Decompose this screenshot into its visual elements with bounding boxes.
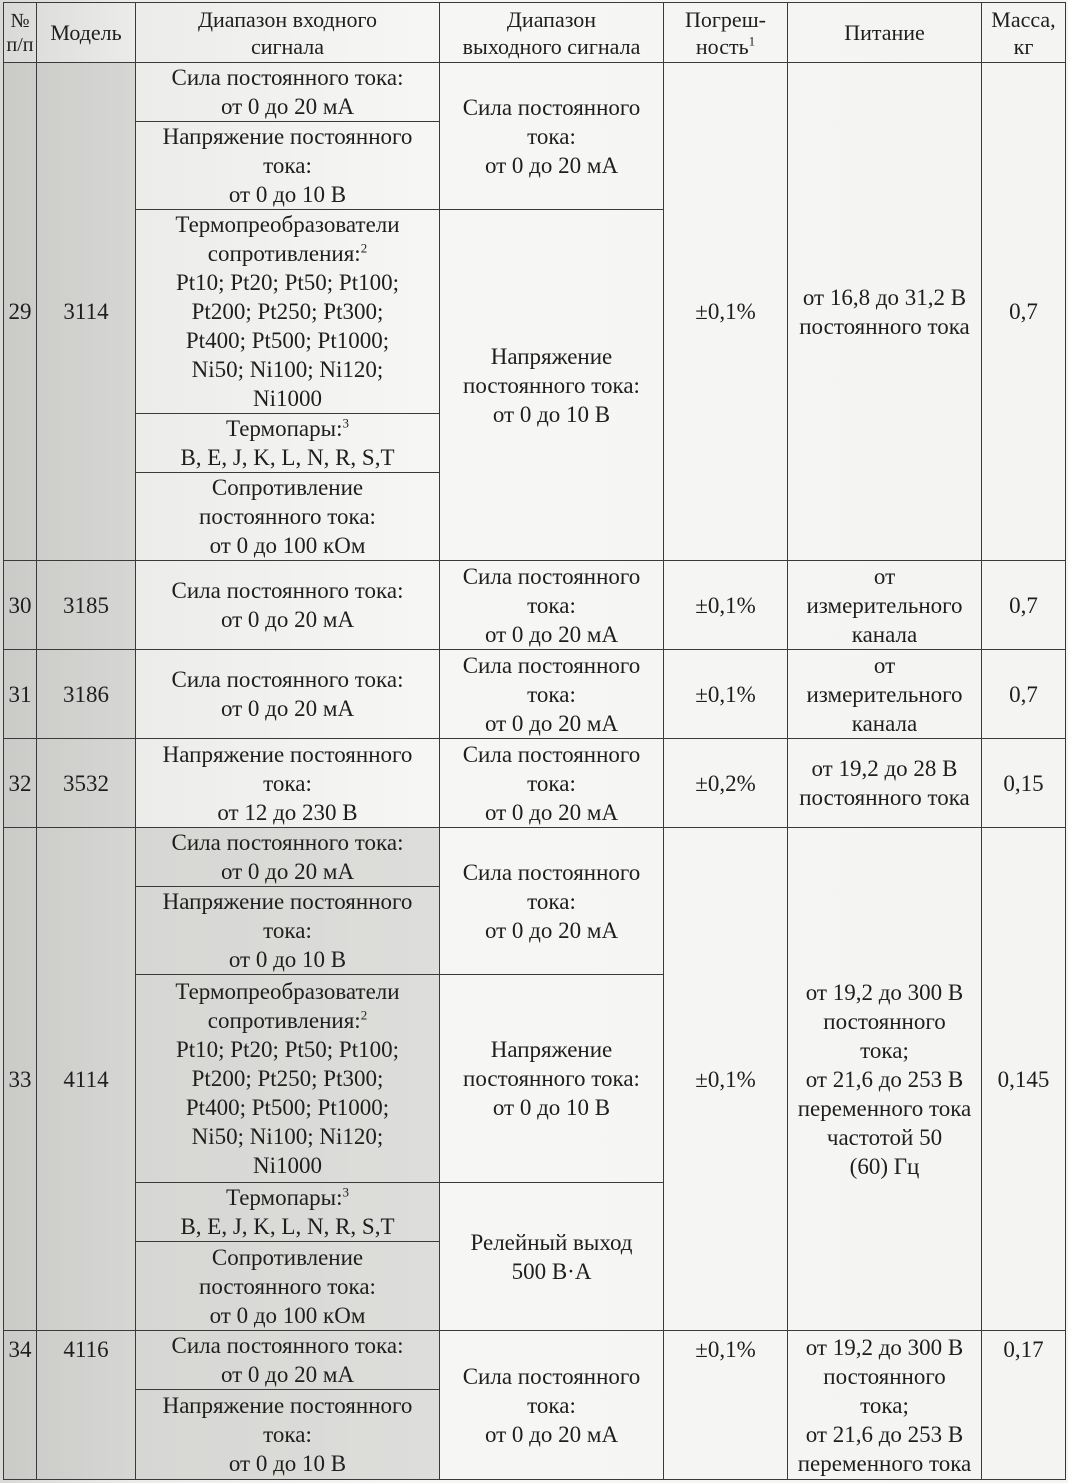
header-mass: Масса, кг bbox=[982, 3, 1066, 63]
header-power: Питание bbox=[788, 3, 982, 63]
table-row-34 bbox=[4, 1331, 1066, 1390]
table-row-30 bbox=[4, 561, 1066, 650]
mass-cell: 0,17 bbox=[982, 1331, 1066, 1480]
power-cell: от измерительного канала bbox=[788, 561, 982, 650]
input-current-cell: Сила постоянного тока: от 0 до 20 мА bbox=[136, 63, 440, 122]
power-cell: от 19,2 до 28 В постоянного тока bbox=[788, 739, 982, 828]
header-num: № п/п bbox=[4, 3, 37, 63]
table-row-29 bbox=[4, 63, 1066, 122]
output-voltage-cell: Напряжение постоянного тока: от 0 до 10 В bbox=[440, 210, 664, 561]
mass-cell: 0,7 bbox=[982, 561, 1066, 650]
row-model: 3185 bbox=[37, 561, 136, 650]
error-cell: ±0,1% bbox=[664, 561, 788, 650]
row-model: 3114 bbox=[37, 63, 136, 561]
output-cell: Сила постоянного тока: от 0 до 20 мА bbox=[440, 561, 664, 650]
input-resistance-cell: Сопротивление постоянного тока: от 0 до 100 кОм bbox=[136, 1242, 440, 1331]
output-current-cell: Сила постоянного тока: от 0 до 20 мА bbox=[440, 828, 664, 975]
input-cell: Напряжение постоянного тока: от 12 до 230 В bbox=[136, 739, 440, 828]
input-voltage-cell: Напряжение постоянного тока: от 0 до 10 В bbox=[136, 122, 440, 210]
mass-cell: 0,7 bbox=[982, 650, 1066, 739]
power-cell: от 16,8 до 31,2 В постоянного тока bbox=[788, 63, 982, 561]
row-model: 3532 bbox=[37, 739, 136, 828]
input-thermocouple-cell: Термопары:$^3$ B, E, J, K, L, N, R, S,T bbox=[136, 1183, 440, 1242]
input-resistance-cell: Сопротивление постоянного тока: от 0 до 100 кОм bbox=[136, 473, 440, 561]
row-number: 32 bbox=[4, 739, 37, 828]
input-voltage-cell: Напряжение постоянного тока: от 0 до 10 В bbox=[136, 887, 440, 975]
row-model: 4114 bbox=[37, 828, 136, 1331]
power-cell: от 19,2 до 300 В постоянного тока; от 21,6 до 253 В переменного тока bbox=[788, 1331, 982, 1480]
error-cell: ±0,1% bbox=[664, 650, 788, 739]
mass-cell: 0,15 bbox=[982, 739, 1066, 828]
row-number: 30 bbox=[4, 561, 37, 650]
input-cell: Сила постоянного тока: от 0 до 20 мА bbox=[136, 650, 440, 739]
row-model: 4116 bbox=[37, 1331, 136, 1480]
output-current-cell: Сила постоянного тока: от 0 до 20 мА bbox=[440, 1331, 664, 1480]
header-row bbox=[4, 3, 1066, 63]
row-number: 29 bbox=[4, 63, 37, 561]
input-current-cell: Сила постоянного тока: от 0 до 20 мА bbox=[136, 1331, 440, 1390]
header-error: Погреш- ность$^1$ bbox=[664, 3, 788, 63]
input-current-cell: Сила постоянного тока: от 0 до 20 мА bbox=[136, 828, 440, 887]
header-input-range: Диапазон входного сигнала bbox=[136, 3, 440, 63]
output-current-cell: Сила постоянного тока: от 0 до 20 мА bbox=[440, 63, 664, 210]
input-rtd-cell: Термопреобразователи сопротивления:$^2$ Pt10; Pt20; Pt50; Pt100; Pt200; Pt250; Pt300; Pt400; Pt500; Pt1000; Ni50; Ni100; Ni120; Ni1000 bbox=[136, 975, 440, 1183]
error-cell: ±0,2% bbox=[664, 739, 788, 828]
power-cell: от измерительного канала bbox=[788, 650, 982, 739]
row-number: 31 bbox=[4, 650, 37, 739]
error-cell: ±0,1% bbox=[664, 1331, 788, 1480]
mass-cell: 0,7 bbox=[982, 63, 1066, 561]
output-voltage-cell: Напряжение постоянного тока: от 0 до 10 В bbox=[440, 975, 664, 1183]
table-row-33 bbox=[4, 828, 1066, 887]
table-row-32 bbox=[4, 739, 1066, 828]
input-cell: Сила постоянного тока: от 0 до 20 мА bbox=[136, 561, 440, 650]
header-output-range: Диапазон выходного сигнала bbox=[440, 3, 664, 63]
output-relay-cell: Релейный выход 500 В·А bbox=[440, 1183, 664, 1331]
row-number: 34 bbox=[4, 1331, 37, 1480]
table-row-31 bbox=[4, 650, 1066, 739]
output-cell: Сила постоянного тока: от 0 до 20 мА bbox=[440, 739, 664, 828]
header-model: Модель bbox=[37, 3, 136, 63]
row-model: 3186 bbox=[37, 650, 136, 739]
mass-cell: 0,145 bbox=[982, 828, 1066, 1331]
input-voltage-cell: Напряжение постоянного тока: от 0 до 10 В bbox=[136, 1390, 440, 1480]
input-rtd-cell: Термопреобразователи сопротивления:$^2$ Pt10; Pt20; Pt50; Pt100; Pt200; Pt250; Pt300; Pt400; Pt500; Pt1000; Ni50; Ni100; Ni120; Ni1000 bbox=[136, 210, 440, 414]
error-cell: ±0,1% bbox=[664, 63, 788, 561]
input-thermocouple-cell: Термопары:$^3$ B, E, J, K, L, N, R, S,T bbox=[136, 414, 440, 473]
specifications-table bbox=[3, 2, 1066, 1480]
power-cell: от 19,2 до 300 В постоянного тока; от 21,6 до 253 В переменного тока частотой 50 (60) Гц bbox=[788, 828, 982, 1331]
error-cell: ±0,1% bbox=[664, 828, 788, 1331]
row-number: 33 bbox=[4, 828, 37, 1331]
output-cell: Сила постоянного тока: от 0 до 20 мА bbox=[440, 650, 664, 739]
